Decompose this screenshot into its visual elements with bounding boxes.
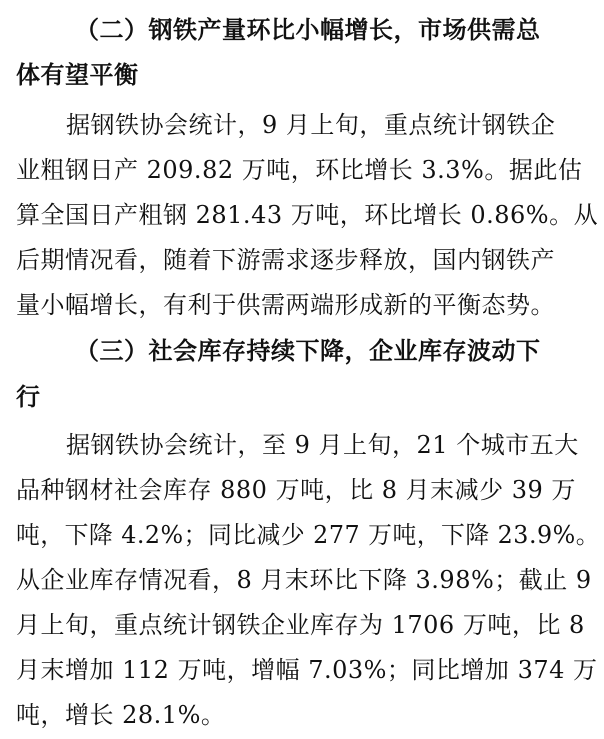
section2-heading-line1: （二）钢铁产量环比小幅增长，市场供需总 <box>75 15 541 44</box>
section2-paragraph-line3: 算全国日产粗钢 281.43 万吨，环比增长 0.86%。从 <box>16 201 599 229</box>
section2-heading-line2: 体有望平衡 <box>16 60 139 89</box>
section3-paragraph-line3: 吨，下降 4.2%；同比减少 277 万吨，下降 23.9%。 <box>16 521 601 549</box>
section3-paragraph-line4: 从企业库存情况看，8 月末环比下降 3.98%；截止 9 <box>16 566 592 594</box>
section2-paragraph-line1: 据钢铁协会统计，9 月上旬，重点统计钢铁企 <box>66 111 556 139</box>
section3-paragraph-line2: 品种钢材社会库存 880 万吨，比 8 月末减少 39 万 <box>16 476 576 504</box>
section3-paragraph-line7: 吨，增长 28.1%。 <box>16 701 226 729</box>
section3-paragraph-line5: 月上旬，重点统计钢铁企业库存为 1706 万吨，比 8 <box>16 611 585 639</box>
section3-paragraph-line6: 月末增加 112 万吨，增幅 7.03%；同比增加 374 万 <box>16 656 598 684</box>
section3-heading-line2: 行 <box>16 382 41 411</box>
section3-heading-line1: （三）社会库存持续下降，企业库存波动下 <box>75 336 541 365</box>
section2-paragraph-line2: 业粗钢日产 209.82 万吨，环比增长 3.3%。据此估 <box>16 156 583 184</box>
section3-paragraph-line1: 据钢铁协会统计，至 9 月上旬，21 个城市五大 <box>66 431 579 459</box>
section2-paragraph-line4: 后期情况看，随着下游需求逐步释放，国内钢铁产 <box>16 246 555 274</box>
section2-paragraph-line5: 量小幅增长，有利于供需两端形成新的平衡态势。 <box>16 291 555 319</box>
